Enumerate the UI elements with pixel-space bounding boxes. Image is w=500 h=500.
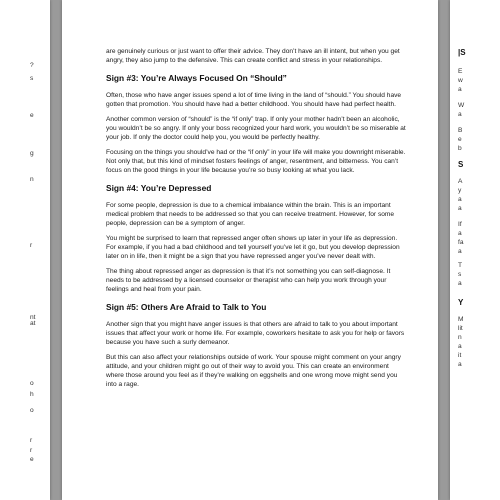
text-fragment: M bbox=[458, 316, 464, 323]
text-fragment: w bbox=[458, 77, 463, 84]
text-fragment: n bbox=[30, 176, 34, 183]
text-fragment: e bbox=[458, 136, 462, 143]
heading-fragment: S bbox=[458, 160, 464, 169]
current-page bbox=[62, 0, 438, 500]
body-paragraph: Another sign that you might have anger issues is that others are afraid to talk to you about important issues that affect your work or home life. For example, coworkers hesitate to ask you for help or favors because you have such a surly demeanor. bbox=[106, 321, 405, 346]
text-fragment: e bbox=[30, 112, 34, 119]
text-fragment: T bbox=[458, 262, 463, 269]
previous-page bbox=[0, 0, 50, 500]
text-fragment: W bbox=[458, 102, 465, 109]
text-fragment: a bbox=[458, 248, 462, 255]
text-fragment: s bbox=[458, 271, 462, 278]
body-paragraph: You might be surprised to learn that repressed anger often shows up later in your life as depression. For example, if you had a bad childhood and tell yourself you’ve let it go, but you develop depression later on in life, then it might be a sign that you have repressed anger you’ve never dealt with. bbox=[106, 235, 400, 260]
text-fragment: y bbox=[458, 187, 462, 194]
text-fragment: a bbox=[458, 230, 462, 237]
body-paragraph: But this can also affect your relationships outside of work. Your spouse might comment on your angry attitude, and your children might go out of their way to avoid you. This can create an environment where those around you feel as if they’re walking on eggshells and one wrong move might send you into a rage. bbox=[106, 354, 401, 388]
page-content bbox=[106, 47, 406, 395]
text-fragment: If bbox=[458, 221, 462, 228]
section-heading: Sign #3: You’re Always Focused On “Should” bbox=[106, 73, 287, 83]
text-fragment: a bbox=[458, 343, 462, 350]
text-fragment: b bbox=[458, 145, 462, 152]
text-fragment: a bbox=[458, 280, 462, 287]
text-fragment: h bbox=[30, 391, 34, 398]
text-fragment: o bbox=[30, 407, 34, 414]
body-paragraph: Often, those who have anger issues spend a lot of time living in the land of “should.” You should have gotten that promotion. You should have had a better childhood. You should have had perfect health. bbox=[106, 92, 402, 108]
text-fragment: s bbox=[30, 75, 34, 82]
text-fragment: r bbox=[30, 447, 33, 454]
body-paragraph: For some people, depression is due to a chemical imbalance within the brain. This is an important medical problem that needs to be addressed so that you can receive treatment. However, for some people, depression can be a symptom of anger. bbox=[106, 202, 395, 227]
text-fragment: ? bbox=[30, 62, 34, 69]
text-fragment: g bbox=[30, 150, 34, 157]
body-paragraph: Focusing on the things you should’ve had or the “if only” in your life will make you downright miserable. Not only that, but this kind of mindset fosters feelings of anger, resentment, and bitterness. You can’t focus on the good things in your life because you’re so busy looking at what you lack. bbox=[106, 149, 406, 174]
text-fragment: a bbox=[458, 86, 462, 93]
text-fragment: r bbox=[30, 242, 33, 249]
text-fragment: at bbox=[30, 320, 36, 327]
text-fragment: B bbox=[458, 127, 463, 134]
text-fragment: A bbox=[458, 178, 463, 185]
section-heading: Sign #5: Others Are Afraid to Talk to You bbox=[106, 302, 267, 312]
text-fragment: a bbox=[458, 205, 462, 212]
text-fragment: nt bbox=[30, 314, 36, 321]
heading-fragment: Y bbox=[458, 298, 464, 307]
section-heading: Sign #4: You’re Depressed bbox=[106, 183, 212, 193]
text-fragment: it bbox=[458, 352, 462, 359]
text-fragment: a bbox=[458, 196, 462, 203]
body-paragraph: The thing about repressed anger as depression is that it’s not something you can self-diagnose. It needs to be addressed by a licensed counselor or therapist who can help you work through your feelings and heal from your pain. bbox=[106, 268, 391, 293]
text-fragment: a bbox=[458, 361, 462, 368]
text-fragment: n bbox=[458, 334, 462, 341]
text-fragment: a bbox=[458, 111, 462, 118]
next-page bbox=[450, 0, 500, 500]
body-paragraph: Another common version of “should” is the “if only” trap. If only your mother hadn’t been an alcoholic, you wouldn’t be so angry. If only your boss recognized your hard work, you wouldn’t be so miserable at your job. If only the doctor could help you, you would be perfectly healthy. bbox=[106, 116, 406, 141]
text-fragment: fa bbox=[458, 239, 464, 246]
text-fragment: o bbox=[30, 380, 34, 387]
text-fragment: r bbox=[30, 437, 33, 444]
heading-fragment: |S bbox=[458, 48, 466, 57]
text-fragment: E bbox=[458, 68, 463, 75]
text-fragment: lit bbox=[458, 325, 463, 332]
text-fragment: e bbox=[30, 456, 34, 463]
body-paragraph: are genuinely curious or just want to offer their advice. They don’t have an ill intent, but when you get angry, they also jump to the defensive. This can create conflict and stress in your relationships. bbox=[106, 48, 400, 64]
